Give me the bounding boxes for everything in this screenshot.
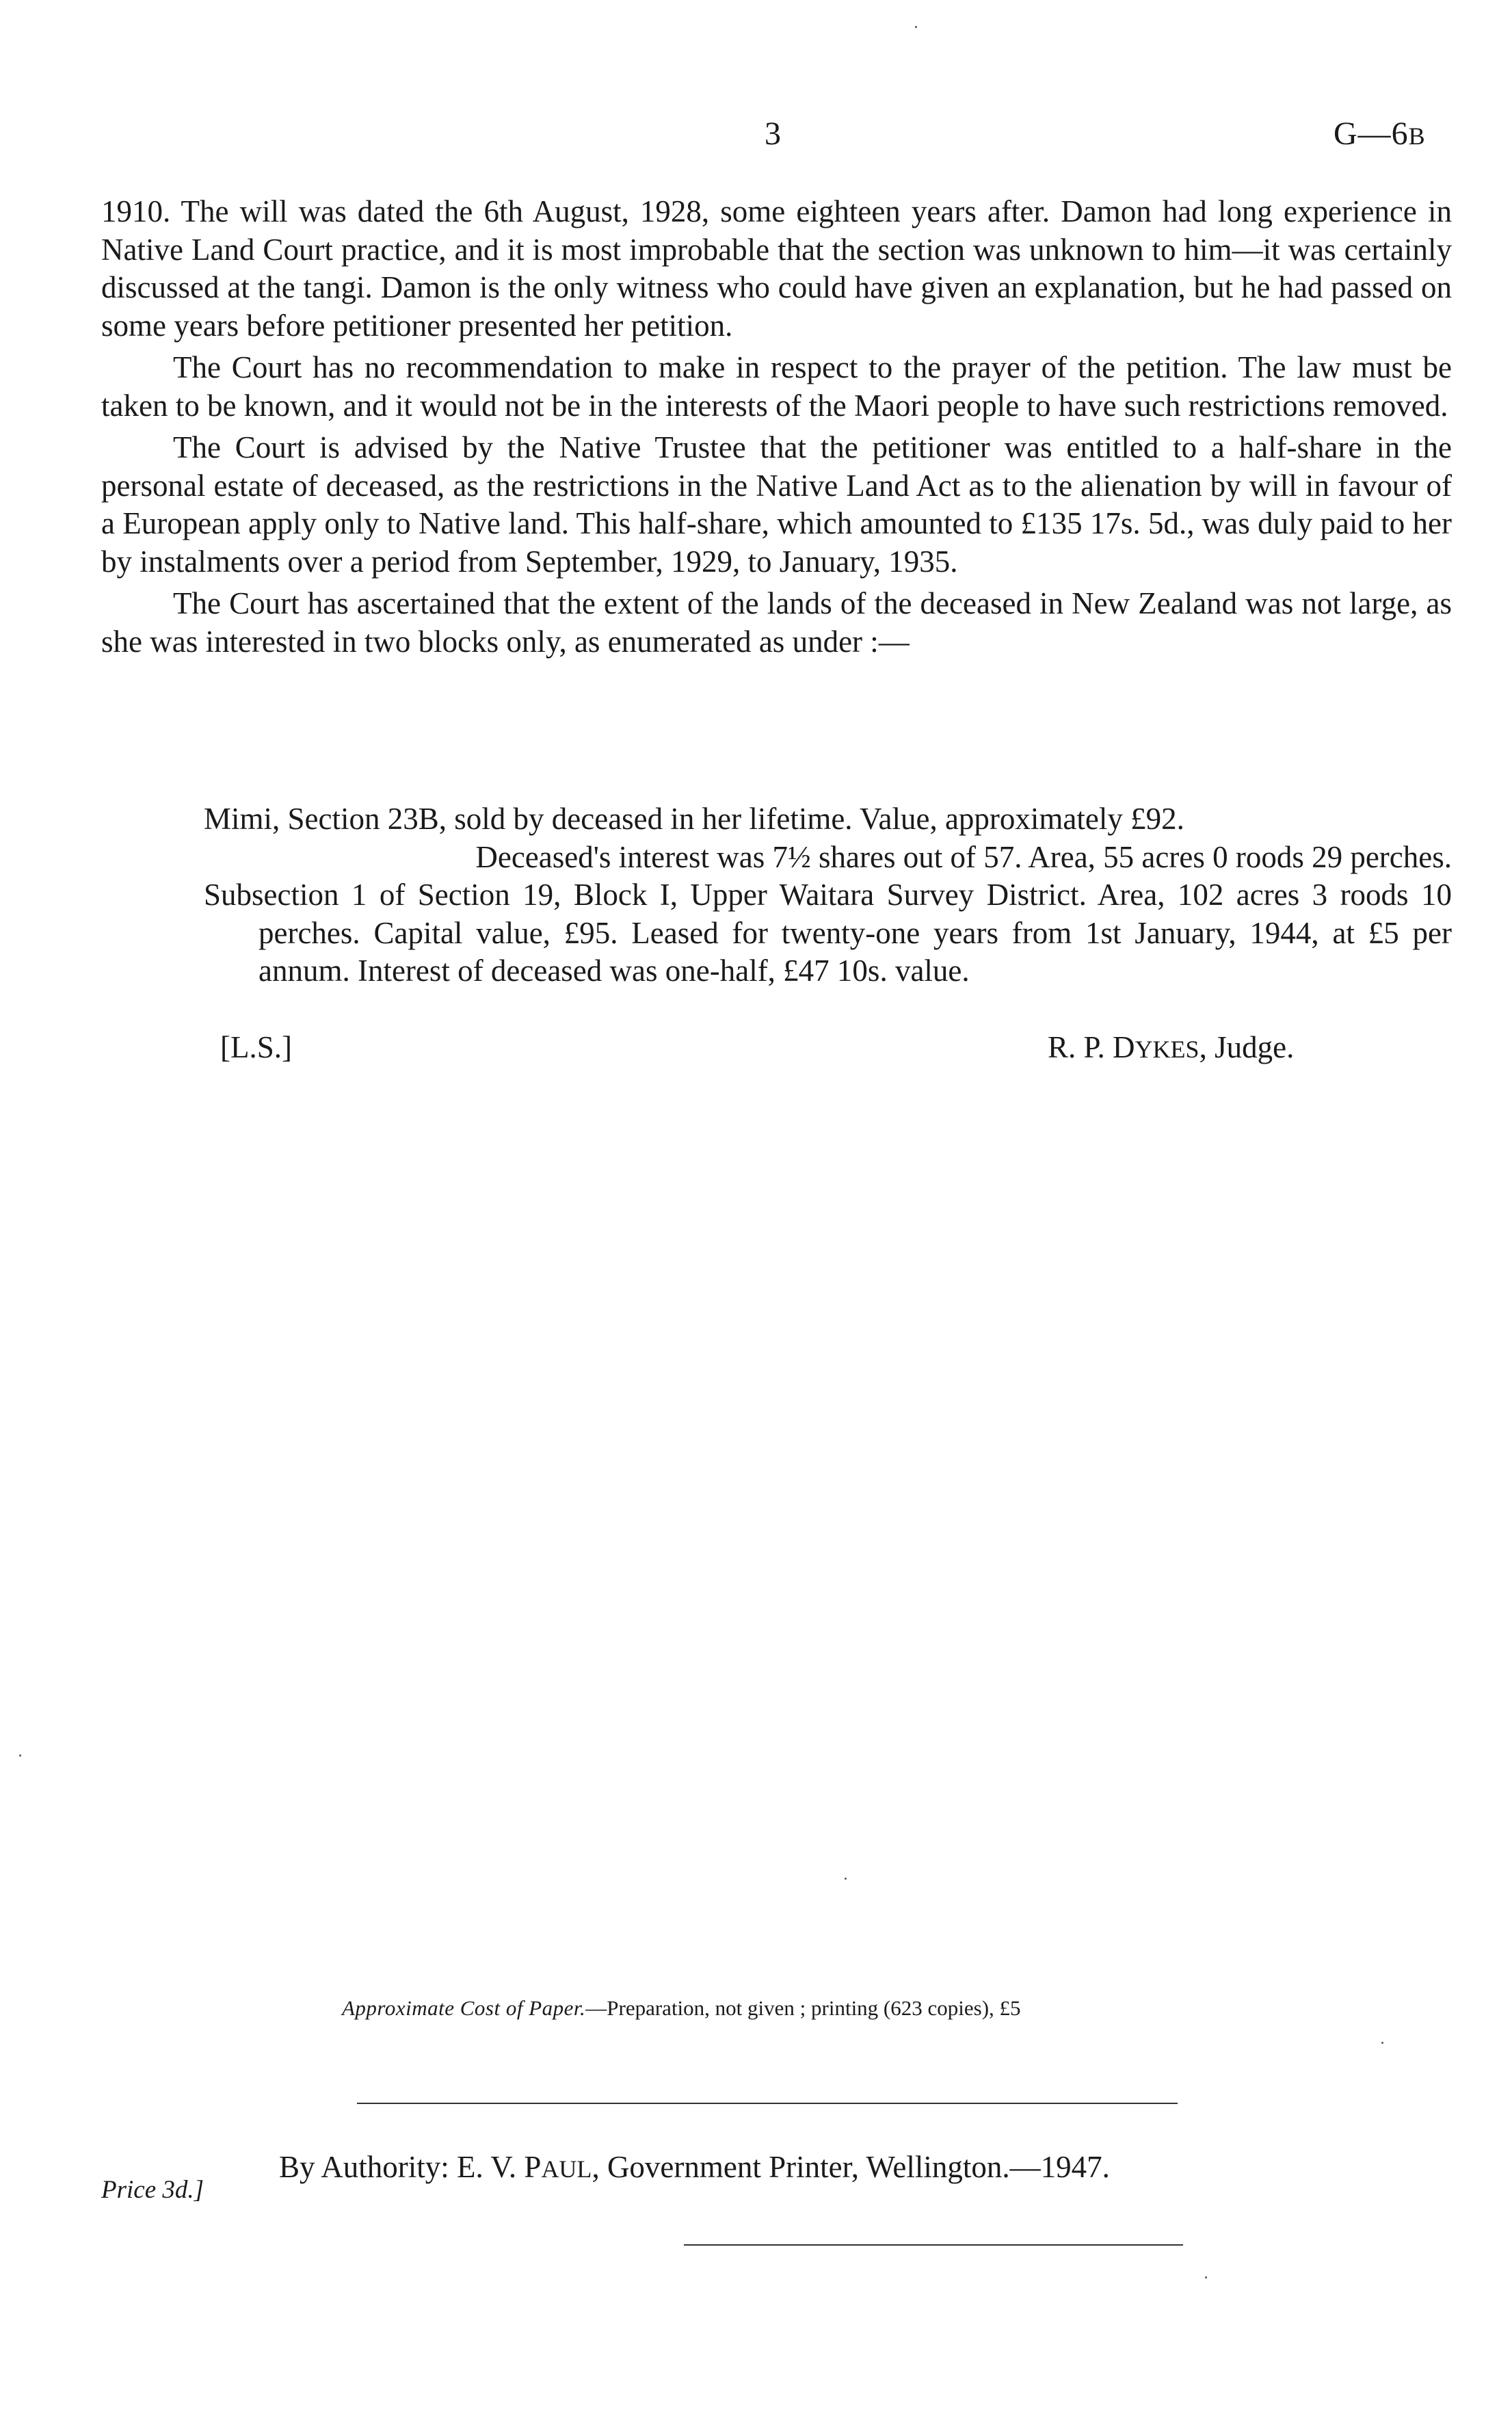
printing-cost-note xyxy=(342,1996,1021,2021)
signature-prefix: R. P. D xyxy=(1048,1030,1135,1064)
footer-rule-top xyxy=(357,2103,1178,2104)
printing-cost-detail: —Preparation, not given ; printing (623 copies), £5 xyxy=(585,1996,1021,2020)
authority-line xyxy=(279,2149,1110,2185)
paragraph-continuation: 1910. The will was dated the 6th August, 1928, some eighteen years after. Damon had long experience in Native Land Court practice, and it is most improbable that the section was unknown to him—it was certainly discussed at the tangi. Damon is the only witness who could have given an explanation, but he had passed on some years before petitioner presented her petition. xyxy=(101,194,1452,343)
scan-speck xyxy=(19,1755,21,1757)
page-number: 3 xyxy=(765,116,781,152)
scan-speck xyxy=(845,1878,847,1880)
document-reference-suffix: B xyxy=(1408,122,1426,150)
scan-speck xyxy=(1381,2042,1383,2044)
paragraph-recommendation: The Court has no recommendation to make in respect to the prayer of the petition. The law must be taken to be known, and it would not be in the interests of the Maori people to have such restrictions removed. xyxy=(101,350,1452,423)
land-block-mimi-line1: Mimi, Section 23B, sold by deceased in her lifetime. Value, approximately £92. xyxy=(204,802,1184,836)
signature-suffix: , Judge. xyxy=(1199,1030,1295,1064)
land-block-mimi-interest: Deceased's interest was 7½ shares out of 57. Area, 55 acres 0 roods 29 perches. xyxy=(475,839,1452,874)
authority-suffix: , Government Printer, Wellington.—1947. xyxy=(592,2150,1110,2184)
footer-rule-bottom xyxy=(684,2244,1183,2246)
report-body xyxy=(101,193,1452,665)
document-reference-main: G—6 xyxy=(1334,116,1409,152)
document-reference xyxy=(1334,115,1426,153)
authority-smallcaps: AUL xyxy=(541,2155,592,2183)
land-block-mimi xyxy=(204,800,1452,839)
authority-prefix: By Authority: E. V. P xyxy=(279,2150,542,2184)
land-blocks-list xyxy=(204,800,1452,990)
seal-mark: [L.S.] xyxy=(220,1030,292,1064)
printing-cost-label: Approximate Cost of Paper. xyxy=(342,1996,586,2020)
scan-speck xyxy=(915,26,917,28)
signature-smallcaps: YKES xyxy=(1135,1036,1199,1063)
scan-speck xyxy=(1205,2276,1207,2278)
paragraph-lands-extent: The Court has ascertained that the extent of the lands of the deceased in New Zealand was not large, as she was interested in two blocks only, as enumerated as under :— xyxy=(101,586,1452,659)
paragraph-native-trustee: The Court is advised by the Native Trustee that the petitioner was entitled to a half-share in the personal estate of deceased, as the restrictions in the Native Land Act as to the alienation by will in favour of a European apply only to Native land. This half-share, which amounted to £135 17s. 5d., was duly paid to her by instalments over a period from September, 1929, to January, 1935. xyxy=(101,430,1452,579)
judge-signature xyxy=(1048,1029,1294,1065)
land-block-waitara: Subsection 1 of Section 19, Block I, Upper Waitara Survey District. Area, 102 acres 3 roods 10 perches. Capital value, £95. Leased for twenty-one years from 1st January, 1944, at £5 per annum. Interest of deceased was one-half, £47 10s. value. xyxy=(204,878,1452,988)
price-note: Price 3d.] xyxy=(101,2176,204,2204)
